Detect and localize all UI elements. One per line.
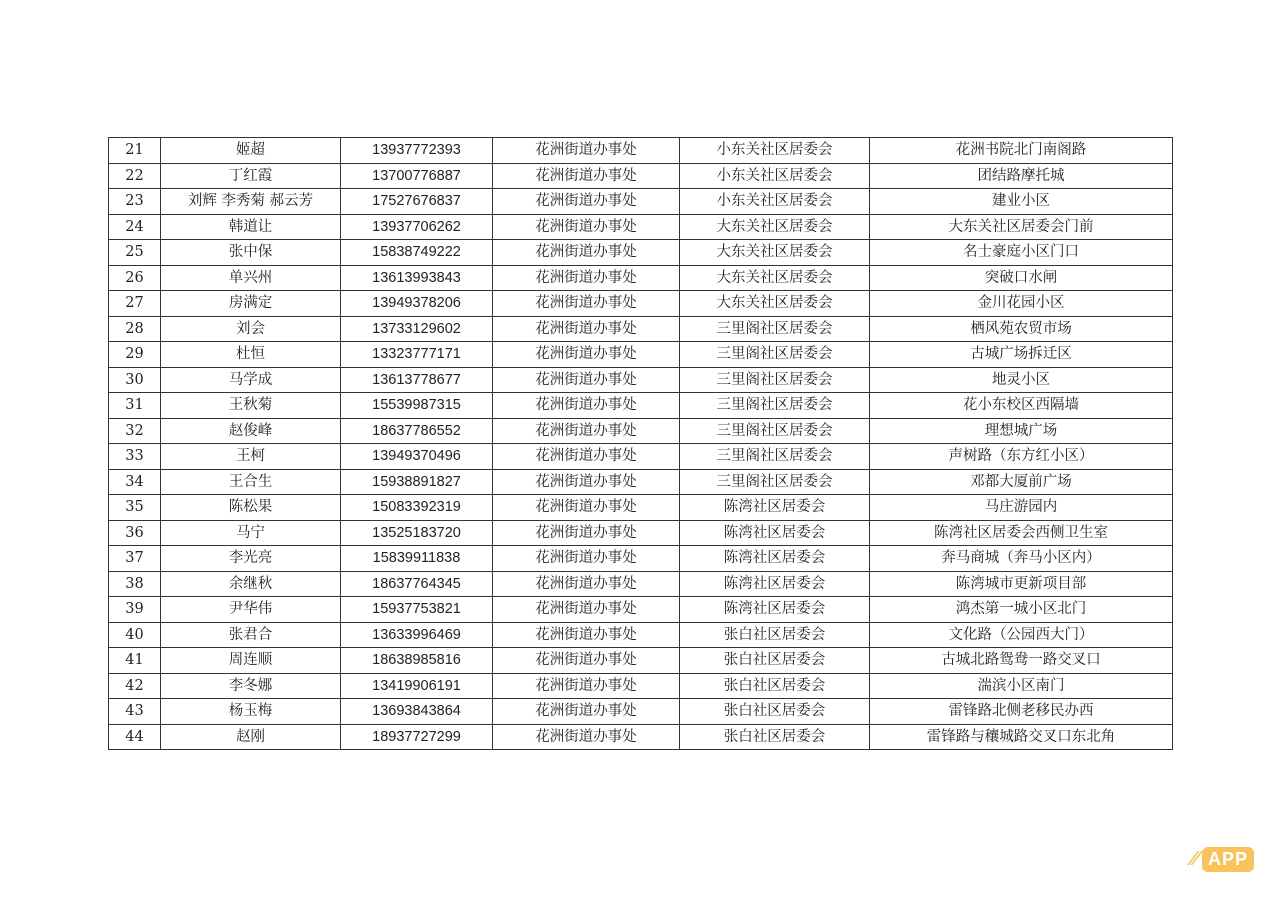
community-name-cell: 小东关社区居委会: [680, 138, 870, 164]
person-name-cell: 张中保: [161, 240, 341, 266]
phone-number-cell: 18637786552: [341, 418, 493, 444]
table-row: [109, 520, 1173, 546]
office-name-cell: 花洲街道办事处: [493, 240, 680, 266]
person-name-cell: 余继秋: [161, 571, 341, 597]
row-number-cell: 24: [109, 214, 161, 240]
row-number-cell: 35: [109, 495, 161, 521]
table-row: [109, 495, 1173, 521]
row-number-cell: 41: [109, 648, 161, 674]
community-name-cell: 三里阁社区居委会: [680, 367, 870, 393]
community-name-cell: 大东关社区居委会: [680, 265, 870, 291]
table-row: [109, 291, 1173, 317]
office-name-cell: 花洲街道办事处: [493, 393, 680, 419]
location-cell: 古城北路鸳鸯一路交叉口: [870, 648, 1173, 674]
person-name-cell: 张君合: [161, 622, 341, 648]
location-cell: 鸿杰第一城小区北门: [870, 597, 1173, 623]
person-name-cell: 刘辉 李秀菊 郝云芳: [161, 189, 341, 215]
office-name-cell: 花洲街道办事处: [493, 291, 680, 317]
person-name-cell: 尹华伟: [161, 597, 341, 623]
phone-number-cell: 15083392319: [341, 495, 493, 521]
phone-number-cell: 13613993843: [341, 265, 493, 291]
location-cell: 理想城广场: [870, 418, 1173, 444]
location-cell: 雷锋路北侧老移民办西: [870, 699, 1173, 725]
person-name-cell: 陈松果: [161, 495, 341, 521]
office-name-cell: 花洲街道办事处: [493, 138, 680, 164]
table-row: [109, 648, 1173, 674]
person-name-cell: 赵刚: [161, 724, 341, 750]
person-name-cell: 王柯: [161, 444, 341, 470]
row-number-cell: 32: [109, 418, 161, 444]
row-number-cell: 44: [109, 724, 161, 750]
row-number-cell: 23: [109, 189, 161, 215]
roster-table: [108, 137, 1173, 750]
location-cell: 文化路（公园西大门）: [870, 622, 1173, 648]
location-cell: 湍滨小区南门: [870, 673, 1173, 699]
table-row: [109, 189, 1173, 215]
community-name-cell: 张白社区居委会: [680, 673, 870, 699]
location-cell: 突破口水闸: [870, 265, 1173, 291]
community-name-cell: 大东关社区居委会: [680, 291, 870, 317]
row-number-cell: 30: [109, 367, 161, 393]
table-row: [109, 444, 1173, 470]
table-row: [109, 571, 1173, 597]
location-cell: 花小东校区西隔墙: [870, 393, 1173, 419]
community-name-cell: 大东关社区居委会: [680, 214, 870, 240]
phone-number-cell: 13949370496: [341, 444, 493, 470]
office-name-cell: 花洲街道办事处: [493, 571, 680, 597]
phone-number-cell: 18637764345: [341, 571, 493, 597]
person-name-cell: 单兴州: [161, 265, 341, 291]
community-name-cell: 张白社区居委会: [680, 699, 870, 725]
roster-table-body: [109, 138, 1173, 750]
table-row: [109, 367, 1173, 393]
table-row: [109, 240, 1173, 266]
community-name-cell: 三里阁社区居委会: [680, 444, 870, 470]
location-cell: 金川花园小区: [870, 291, 1173, 317]
person-name-cell: 王合生: [161, 469, 341, 495]
location-cell: 声树路（东方红小区）: [870, 444, 1173, 470]
office-name-cell: 花洲街道办事处: [493, 495, 680, 521]
office-name-cell: 花洲街道办事处: [493, 546, 680, 572]
office-name-cell: 花洲街道办事处: [493, 444, 680, 470]
row-number-cell: 37: [109, 546, 161, 572]
phone-number-cell: 15839911838: [341, 546, 493, 572]
phone-number-cell: 13949378206: [341, 291, 493, 317]
community-name-cell: 三里阁社区居委会: [680, 393, 870, 419]
row-number-cell: 25: [109, 240, 161, 266]
phone-number-cell: 18937727299: [341, 724, 493, 750]
person-name-cell: 杜恒: [161, 342, 341, 368]
phone-number-cell: 13937706262: [341, 214, 493, 240]
phone-number-cell: 13700776887: [341, 163, 493, 189]
phone-number-cell: 13937772393: [341, 138, 493, 164]
row-number-cell: 38: [109, 571, 161, 597]
row-number-cell: 22: [109, 163, 161, 189]
office-name-cell: 花洲街道办事处: [493, 648, 680, 674]
person-name-cell: 周连顺: [161, 648, 341, 674]
table-row: [109, 163, 1173, 189]
phone-number-cell: 13525183720: [341, 520, 493, 546]
row-number-cell: 31: [109, 393, 161, 419]
phone-number-cell: 15539987315: [341, 393, 493, 419]
row-number-cell: 28: [109, 316, 161, 342]
row-number-cell: 40: [109, 622, 161, 648]
office-name-cell: 花洲街道办事处: [493, 622, 680, 648]
location-cell: 大东关社区居委会门前: [870, 214, 1173, 240]
location-cell: 团结路摩托城: [870, 163, 1173, 189]
phone-number-cell: 15838749222: [341, 240, 493, 266]
phone-number-cell: 13733129602: [341, 316, 493, 342]
community-name-cell: 张白社区居委会: [680, 622, 870, 648]
table-row: [109, 265, 1173, 291]
table-row: [109, 724, 1173, 750]
community-name-cell: 三里阁社区居委会: [680, 316, 870, 342]
phone-number-cell: 15938891827: [341, 469, 493, 495]
person-name-cell: 丁红霞: [161, 163, 341, 189]
location-cell: 花洲书院北门南阁路: [870, 138, 1173, 164]
row-number-cell: 26: [109, 265, 161, 291]
person-name-cell: 马宁: [161, 520, 341, 546]
app-watermark: [1191, 847, 1254, 872]
office-name-cell: 花洲街道办事处: [493, 265, 680, 291]
community-name-cell: 三里阁社区居委会: [680, 342, 870, 368]
office-name-cell: 花洲街道办事处: [493, 520, 680, 546]
office-name-cell: 花洲街道办事处: [493, 673, 680, 699]
person-name-cell: 房满定: [161, 291, 341, 317]
community-name-cell: 陈湾社区居委会: [680, 571, 870, 597]
person-name-cell: 马学成: [161, 367, 341, 393]
location-cell: 陈湾社区居委会西侧卫生室: [870, 520, 1173, 546]
location-cell: 建业小区: [870, 189, 1173, 215]
office-name-cell: 花洲街道办事处: [493, 724, 680, 750]
community-name-cell: 陈湾社区居委会: [680, 495, 870, 521]
table-row: [109, 622, 1173, 648]
office-name-cell: 花洲街道办事处: [493, 418, 680, 444]
person-name-cell: 杨玉梅: [161, 699, 341, 725]
phone-number-cell: 13613778677: [341, 367, 493, 393]
location-cell: 名士豪庭小区门口: [870, 240, 1173, 266]
phone-number-cell: 15937753821: [341, 597, 493, 623]
location-cell: 奔马商城（奔马小区内）: [870, 546, 1173, 572]
person-name-cell: 王秋菊: [161, 393, 341, 419]
office-name-cell: 花洲街道办事处: [493, 342, 680, 368]
watermark-label: APP: [1202, 847, 1254, 872]
person-name-cell: 李光亮: [161, 546, 341, 572]
table-row: [109, 393, 1173, 419]
person-name-cell: 赵俊峰: [161, 418, 341, 444]
community-name-cell: 大东关社区居委会: [680, 240, 870, 266]
row-number-cell: 33: [109, 444, 161, 470]
table-row: [109, 418, 1173, 444]
table-row: [109, 597, 1173, 623]
community-name-cell: 陈湾社区居委会: [680, 520, 870, 546]
office-name-cell: 花洲街道办事处: [493, 699, 680, 725]
office-name-cell: 花洲街道办事处: [493, 316, 680, 342]
person-name-cell: 姬超: [161, 138, 341, 164]
person-name-cell: 韩道让: [161, 214, 341, 240]
row-number-cell: 36: [109, 520, 161, 546]
office-name-cell: 花洲街道办事处: [493, 189, 680, 215]
table-row: [109, 699, 1173, 725]
location-cell: 古城广场拆迁区: [870, 342, 1173, 368]
office-name-cell: 花洲街道办事处: [493, 367, 680, 393]
community-name-cell: 小东关社区居委会: [680, 189, 870, 215]
location-cell: 邓都大厦前广场: [870, 469, 1173, 495]
slash-icon: ⁄⁄: [1191, 848, 1198, 870]
table-row: [109, 138, 1173, 164]
community-name-cell: 三里阁社区居委会: [680, 418, 870, 444]
community-name-cell: 小东关社区居委会: [680, 163, 870, 189]
row-number-cell: 42: [109, 673, 161, 699]
community-name-cell: 三里阁社区居委会: [680, 469, 870, 495]
location-cell: 栖风苑农贸市场: [870, 316, 1173, 342]
row-number-cell: 34: [109, 469, 161, 495]
row-number-cell: 29: [109, 342, 161, 368]
phone-number-cell: 13633996469: [341, 622, 493, 648]
office-name-cell: 花洲街道办事处: [493, 214, 680, 240]
office-name-cell: 花洲街道办事处: [493, 163, 680, 189]
community-name-cell: 陈湾社区居委会: [680, 597, 870, 623]
location-cell: 雷锋路与穰城路交叉口东北角: [870, 724, 1173, 750]
row-number-cell: 39: [109, 597, 161, 623]
phone-number-cell: 13323777171: [341, 342, 493, 368]
table-row: [109, 673, 1173, 699]
phone-number-cell: 17527676837: [341, 189, 493, 215]
person-name-cell: 刘会: [161, 316, 341, 342]
location-cell: 地灵小区: [870, 367, 1173, 393]
office-name-cell: 花洲街道办事处: [493, 597, 680, 623]
row-number-cell: 43: [109, 699, 161, 725]
community-name-cell: 陈湾社区居委会: [680, 546, 870, 572]
phone-number-cell: 13693843864: [341, 699, 493, 725]
phone-number-cell: 13419906191: [341, 673, 493, 699]
row-number-cell: 27: [109, 291, 161, 317]
table-row: [109, 546, 1173, 572]
row-number-cell: 21: [109, 138, 161, 164]
table-row: [109, 214, 1173, 240]
office-name-cell: 花洲街道办事处: [493, 469, 680, 495]
table-row: [109, 469, 1173, 495]
table-row: [109, 316, 1173, 342]
location-cell: 马庄游园内: [870, 495, 1173, 521]
phone-number-cell: 18638985816: [341, 648, 493, 674]
table-row: [109, 342, 1173, 368]
community-name-cell: 张白社区居委会: [680, 648, 870, 674]
location-cell: 陈湾城市更新项目部: [870, 571, 1173, 597]
person-name-cell: 李冬娜: [161, 673, 341, 699]
community-name-cell: 张白社区居委会: [680, 724, 870, 750]
